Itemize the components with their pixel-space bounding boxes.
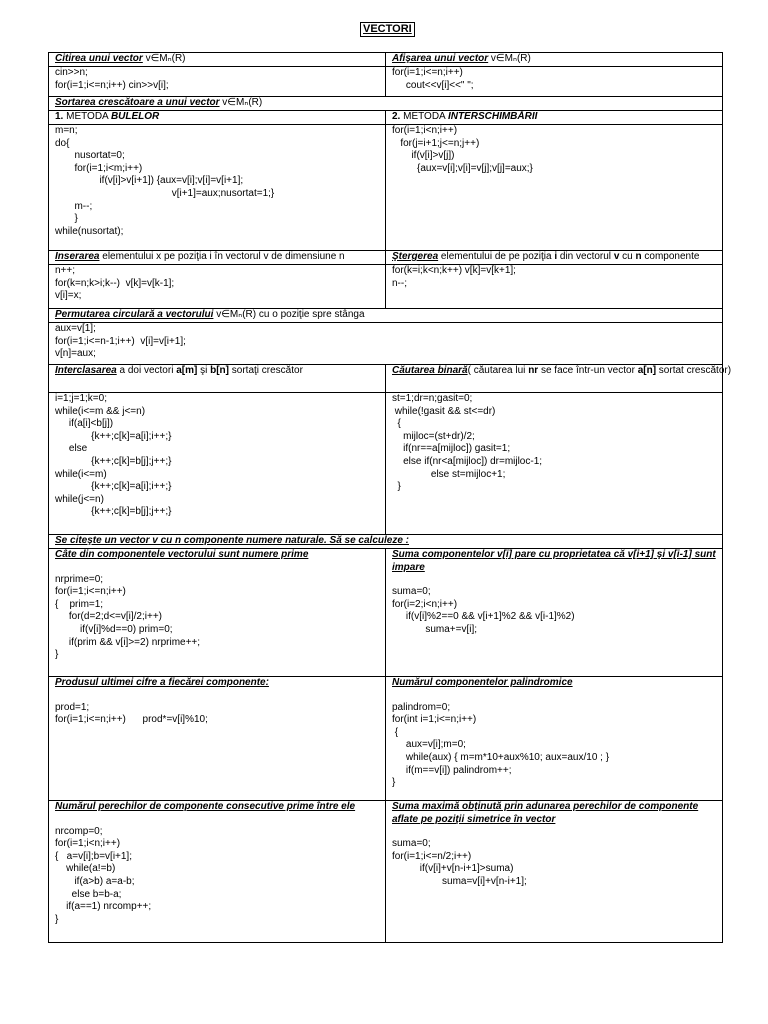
stergere-heading: Ştergerea [392, 251, 439, 262]
suma-maxima-code: suma=0; for(i=1;i<=n/2;i++) if(v[i]+v[n-i+1]>suma) suma=v[i]+v[n-i+1]; [392, 838, 527, 887]
suma-maxima-heading: Suma maximă obţinută prin adunarea perechilor de componente aflate pe poziţii simetrice în vector [392, 801, 699, 825]
sortare-header-cell [49, 97, 723, 111]
interclasare-heading: Interclasarea [55, 365, 117, 376]
permutare-math: v∈Mₙ(R) cu o poziţie spre stânga [213, 309, 365, 320]
stergere-bold-i: i [554, 251, 558, 262]
afisare-heading: Afişarea unui vector [392, 53, 489, 64]
interclasare-bold-a: a[m] [176, 365, 198, 376]
bule-number: 1. [55, 111, 64, 122]
afisare-header-cell [386, 53, 723, 67]
interschimbare-prefix: METODA [400, 111, 448, 122]
citire-code: cin>>n; for(i=1;i<=n;i++) cin>>v[i]; [55, 67, 169, 91]
inserare-code: n++; for(k=n;k>i;k--) v[k]=v[k-1]; v[i]=x; [55, 265, 175, 302]
citire-header-cell [49, 53, 386, 67]
cautare-bold-a: a[n] [637, 365, 657, 376]
sectiune-heading: Se citeşte un vector v cu n componente numere naturale. Să se calculeze : [55, 535, 410, 546]
citire-math: v∈Mₙ(R) [142, 53, 186, 64]
cautare-text-1: ( căutarea lui [467, 365, 529, 376]
sortare-heading: Sortarea crescătoare a unui vector [55, 97, 220, 108]
interclasare-text-2: şi [197, 365, 211, 376]
citire-heading: Citirea unui vector [55, 53, 143, 64]
prime-heading: Câte din componentele vectorului sunt numere prime [55, 549, 309, 560]
sectiune-header-cell [49, 535, 723, 549]
stergere-text-4: componente [641, 251, 700, 262]
page-title: VECTORI [360, 22, 415, 37]
vectori-table [48, 52, 732, 943]
stergere-text-1: elementului de pe poziţia [438, 251, 555, 262]
interschimbare-method-name: INTERSCHIMBĂRII [447, 111, 538, 122]
bule-header-cell [49, 111, 386, 125]
inserare-heading: Inserarea [55, 251, 100, 262]
afisare-math: v∈Mₙ(R) [488, 53, 531, 64]
cautare-text-2: se face într-un vector [538, 365, 638, 376]
afisare-code: for(i=1;i<=n;i++) cout<<v[i]<<" "; [392, 67, 474, 91]
interclasare-text-1: a doi vectori [116, 365, 177, 376]
suma-pare-code: suma=0; for(i=2;i<n;i++) if(v[i]%2==0 && v[i+1]%2 && v[i-1]%2) suma+=v[i]; [392, 586, 575, 635]
interclasare-code: i=1;j=1;k=0; while(i<=m && j<=n) if(a[i]<b[j]) {k++;c[k]=a[i];i++;} else {k++;c[k]=b[j];j++;} while(i<=m) {k++;c[k]=a[i];i++;} while(j<=n) {k++;c[k]=b[j];j++;} [55, 393, 172, 518]
stergere-text-2: din vectorul [557, 251, 614, 262]
cautare-text-3: sortat crescător) [656, 365, 732, 376]
perechi-code: nrcomp=0; for(i=1;i<n;i++) { a=v[i];b=v[i+1]; while(a!=b) if(a>b) a=a-b; else b=b-a; if(a==1) nrcomp++; } [55, 825, 152, 925]
stergere-bold-v: v [613, 251, 620, 262]
permutare-heading: Permutarea circulară a vectorului [55, 309, 214, 320]
suma-pare-heading: Suma componentelor v[i] pare cu proprietatea că v[i+1] şi v[i-1] sunt impare [392, 549, 716, 573]
bule-code: m=n; do{ nusortat=0; for(i=1;i<m;i++) if(v[i]>v[i+1]) {aux=v[i];v[i]=v[i+1]; v[i+1]=aux;nusortat=1;} m--; } while(nusortat); [55, 125, 275, 237]
interschimbare-number: 2. [392, 111, 401, 122]
interclasare-bold-b: b[n] [210, 365, 229, 376]
produs-code: prod=1; for(i=1;i<=n;i++) prod*=v[i]%10; [55, 701, 208, 726]
bule-method-name: BULELOR [110, 111, 160, 122]
interclasare-text-3: sortaţi crescător [229, 365, 303, 376]
stergere-header-cell [386, 251, 723, 265]
palindrom-code: palindrom=0; for(int i=1;i<=n;i++) { aux=v[i];m=0; while(aux) { m=m*10+aux%10; aux=aux/10 ; } if(m==v[i]) palindrom++; } [392, 701, 610, 789]
sortare-math: v∈Mₙ(R) [219, 97, 263, 108]
cautare-header-cell [386, 365, 732, 393]
interschimbare-code: for(i=1;i<n;i++) for(j=i+1;j<=n;j++) if(v[i]>v[j]) {aux=v[i];v[i]=v[j];v[j]=aux;} [392, 125, 533, 174]
cautare-code: st=1;dr=n;gasit=0; while(!gasit && st<=dr) { mijloc=(st+dr)/2; if(nr==a[mijloc]) gasit=1; else if(nr<a[mijloc]) dr=mijloc-1; else st=mijloc+1; } [392, 393, 543, 493]
bule-prefix: METODA [63, 111, 111, 122]
interschimbare-header-cell [386, 111, 723, 125]
palindrom-heading: Numărul componentelor palindromice [392, 677, 573, 688]
perechi-heading: Numărul perechilor de componente consecutive prime între ele [55, 801, 356, 812]
interclasare-header-cell [49, 365, 386, 393]
produs-heading: Produsul ultimei cifre a fiecărei componente: [55, 677, 269, 688]
cautare-heading: Căutarea binară [392, 365, 468, 376]
inserare-text: elementului x pe poziţia i în vectorul v de dimensiune n [99, 251, 345, 262]
stergere-text-3: cu [619, 251, 636, 262]
inserare-header-cell [49, 251, 386, 265]
permutare-header-cell [49, 309, 723, 323]
cautare-bold-nr: nr [528, 365, 539, 376]
stergere-code: for(k=i;k<n;k++) v[k]=v[k+1]; n--; [392, 265, 516, 289]
permutare-code: aux=v[1]; for(i=1;i<=n-1;i++) v[i]=v[i+1]; v[n]=aux; [55, 323, 186, 360]
prime-code: nrprime=0; for(i=1;i<=n;i++) { prim=1; for(d=2;d<=v[i]/2;i++) if(v[i]%d==0) prim=0; if(prim && v[i]>=2) nrprime++; } [55, 573, 201, 661]
stergere-bold-n: n [635, 251, 642, 262]
